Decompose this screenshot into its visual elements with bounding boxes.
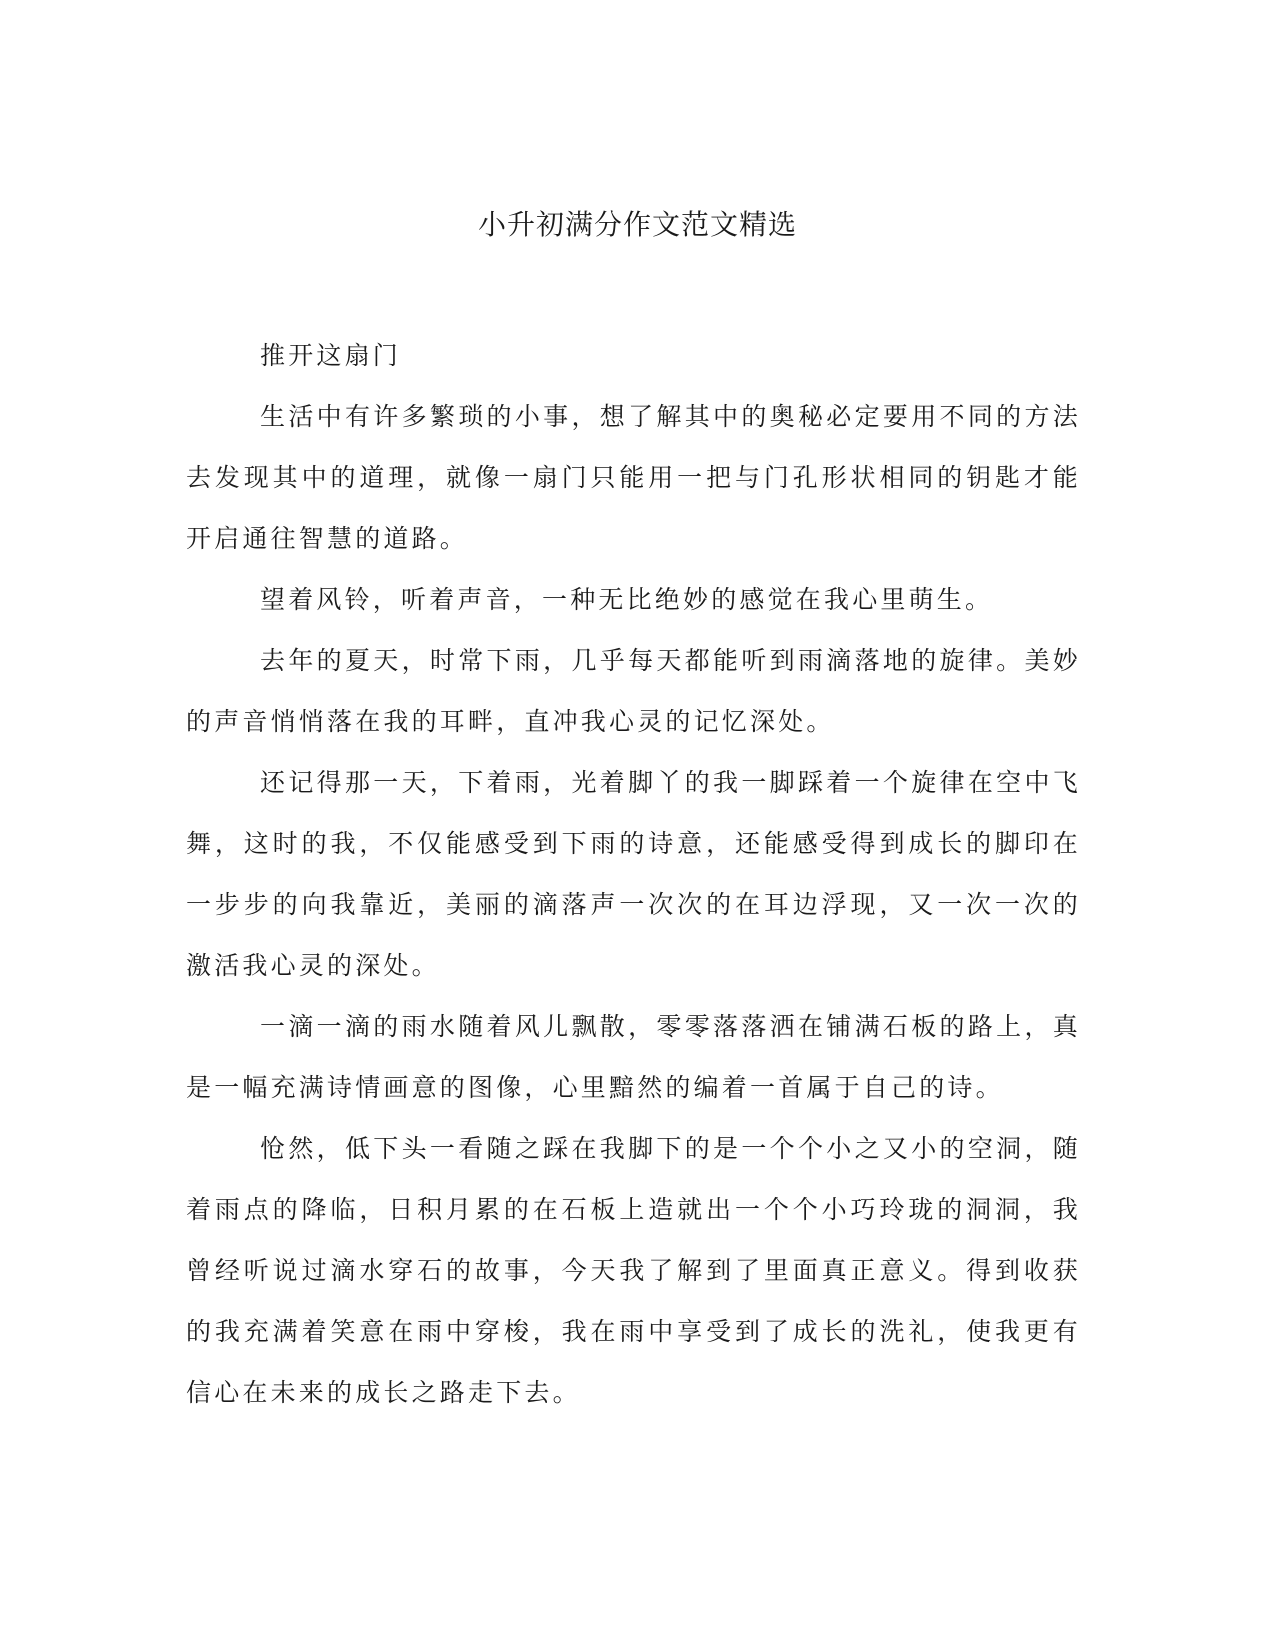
- document-title: 小升初满分作文范文精选: [477, 208, 797, 241]
- document-body: [186, 325, 1081, 1423]
- body-paragraph: 还记得那一天，下着雨，光着脚丫的我一脚踩着一个旋律在空中飞舞，这时的我，不仅能感受到下雨的诗意，还能感受得到成长的脚印在一步步的向我靠近，美丽的滴落声一次次的在耳边浮现，又一次一次的激活我心灵的深处。: [186, 768, 1081, 980]
- subtitle-paragraph: 推开这扇门: [260, 341, 402, 370]
- body-paragraph: 望着风铃，听着声音，一种无比绝妙的感觉在我心里萌生。: [260, 585, 994, 614]
- body-paragraph: 去年的夏天，时常下雨，几乎每天都能听到雨滴落地的旋律。美妙的声音悄悄落在我的耳畔，直冲我心灵的记忆深处。: [186, 646, 1081, 736]
- body-paragraph: 怆然，低下头一看随之踩在我脚下的是一个个小之又小的空洞，随着雨点的降临，日积月累的在石板上造就出一个个小巧玲珑的洞洞，我曾经听说过滴水穿石的故事，今天我了解到了里面真正意义。得到收获的我充满着笑意在雨中穿梭，我在雨中享受到了成长的洗礼，使我更有信心在未来的成长之路走下去。: [186, 1134, 1081, 1407]
- body-paragraph: 一滴一滴的雨水随着风儿飘散，零零落落洒在铺满石板的路上，真是一幅充满诗情画意的图像，心里黯然的编着一首属于自己的诗。: [186, 1012, 1081, 1102]
- body-paragraph: 生活中有许多繁琐的小事，想了解其中的奥秘必定要用不同的方法去发现其中的道理，就像一扇门只能用一把与门孔形状相同的钥匙才能开启通往智慧的道路。: [186, 402, 1081, 553]
